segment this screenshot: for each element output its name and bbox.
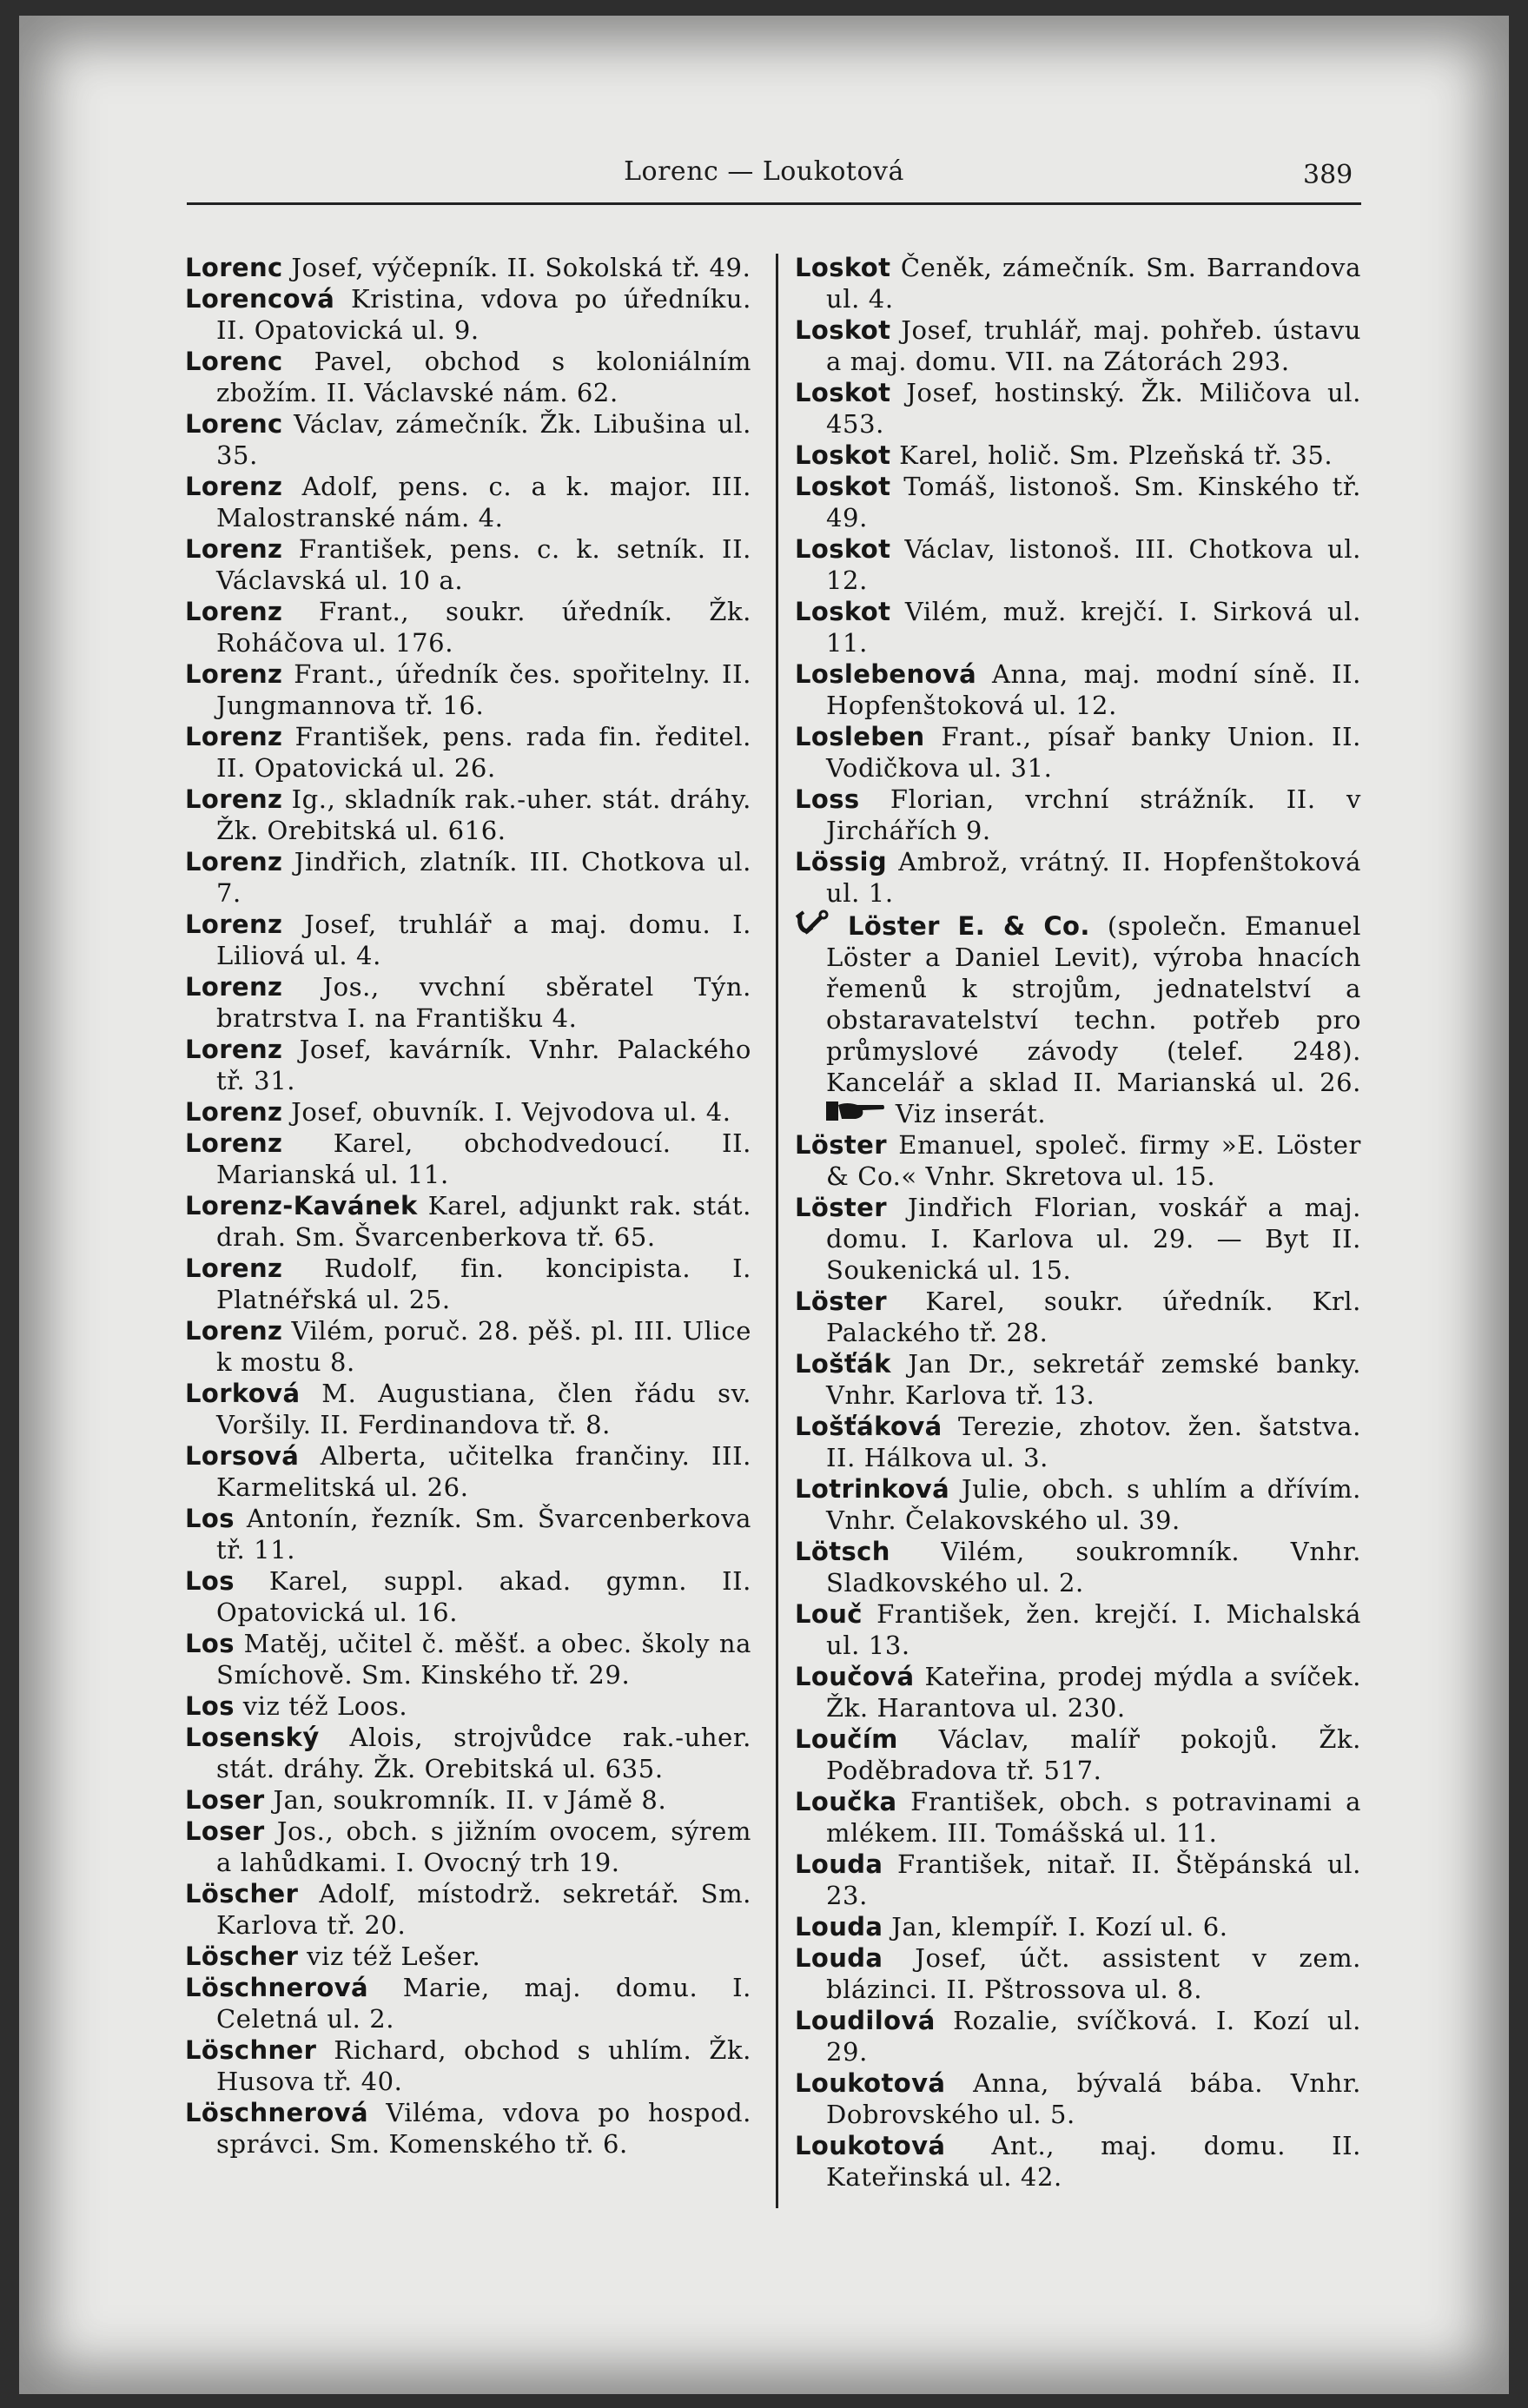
directory-entry bbox=[185, 1128, 751, 1190]
entry-surname: Loser bbox=[185, 1785, 265, 1815]
entry-surname: Louč bbox=[795, 1599, 863, 1629]
entry-details: Jan Dr., sekretář zemské banky. Vnhr. Karlova tř. 13. bbox=[826, 1349, 1361, 1410]
directory-entry bbox=[185, 1878, 751, 1941]
directory-entry bbox=[185, 1190, 751, 1253]
entry-details: viz též Lešer. bbox=[298, 1942, 481, 1971]
entry-surname: Loskot bbox=[795, 315, 891, 345]
entry-surname: Loučím bbox=[795, 1724, 898, 1754]
entry-details: Frant., písař banky Union. II. Vodičkova ul. 31. bbox=[826, 722, 1361, 783]
entry-surname: Löscher bbox=[185, 1879, 299, 1909]
directory-entry bbox=[185, 1378, 751, 1440]
directory-entry bbox=[185, 533, 751, 596]
directory-entry bbox=[185, 1816, 751, 1878]
entry-surname: Loskot bbox=[795, 378, 891, 407]
directory-entry bbox=[185, 1253, 751, 1315]
directory-entry bbox=[795, 2005, 1361, 2067]
entry-surname: Löster bbox=[795, 1193, 887, 1222]
entry-details: Marie, maj. domu. I. Celetná ul. 2. bbox=[216, 1973, 751, 2034]
entry-details: Jindřich Florian, voskář a maj. domu. I. Karlova ul. 29. — Byt II. Soukenická ul. 15. bbox=[826, 1193, 1361, 1285]
directory-entry bbox=[185, 971, 751, 1034]
entry-surname: Los bbox=[185, 1691, 235, 1721]
entry-surname: Lorenz bbox=[185, 1254, 283, 1283]
directory-entry bbox=[185, 721, 751, 784]
entry-surname: Loser bbox=[185, 1816, 265, 1846]
directory-entry bbox=[795, 471, 1361, 533]
directory-entry bbox=[795, 2130, 1361, 2193]
directory-entry bbox=[795, 658, 1361, 721]
directory-entry bbox=[185, 1034, 751, 1096]
entry-surname: Losleben bbox=[795, 722, 925, 751]
entry-surname: Lorenz bbox=[185, 1128, 283, 1158]
entry-details: M. Augustiana, člen řádu sv. Voršily. II. Ferdinandova tř. 8. bbox=[216, 1379, 751, 1439]
directory-entry bbox=[795, 440, 1361, 471]
entry-surname: Lorková bbox=[185, 1379, 301, 1408]
entry-surname: Louda bbox=[795, 1943, 883, 1973]
directory-entry bbox=[795, 1536, 1361, 1598]
directory-entry bbox=[795, 1942, 1361, 2005]
directory-entry bbox=[185, 1972, 751, 2034]
entry-details: Julie, obch. s uhlím a dřívím. Vnhr. Čelakovského ul. 39. bbox=[826, 1474, 1361, 1535]
directory-entry bbox=[185, 1941, 751, 1972]
directory-entry bbox=[795, 1849, 1361, 1911]
directory-entry bbox=[795, 1911, 1361, 1942]
entry-surname: Loskot bbox=[795, 472, 891, 501]
entry-surname: Lorenc bbox=[185, 253, 283, 282]
directory-entry bbox=[185, 1784, 751, 1816]
entry-details: Václav, zámečník. Žk. Libušina ul. 35. bbox=[216, 409, 751, 470]
entry-details: Ant., maj. domu. II. Kateřinská ul. 42. bbox=[826, 2131, 1361, 2192]
directory-entry bbox=[185, 1690, 751, 1722]
directory-entry bbox=[185, 1315, 751, 1378]
entry-surname: Löster bbox=[795, 1130, 887, 1160]
directory-entry bbox=[795, 252, 1361, 314]
directory-entry bbox=[185, 658, 751, 721]
entry-surname: Lorenc bbox=[185, 409, 283, 439]
column-divider bbox=[776, 254, 778, 2208]
entry-surname: Loskot bbox=[795, 253, 891, 282]
entry-details: Jan, soukromník. II. v Jámě 8. bbox=[264, 1785, 667, 1815]
entry-details: Ig., skladník rak.-uher. stát. dráhy. Žk. Orebitská ul. 616. bbox=[216, 784, 751, 845]
entry-details: Vilém, poruč. 28. pěš. pl. III. Ulice k mostu 8. bbox=[216, 1316, 751, 1377]
entry-details: Václav, listonoš. III. Chotkova ul. 12. bbox=[826, 534, 1361, 595]
anchor-icon bbox=[795, 911, 848, 941]
entry-details: Jindřich, zlatník. III. Chotkova ul. 7. bbox=[216, 847, 751, 908]
entry-surname: Lorenz bbox=[185, 1035, 283, 1064]
entry-details: Alberta, učitelka frančiny. III. Karmelitská ul. 26. bbox=[216, 1441, 751, 1502]
directory-entry bbox=[185, 2097, 751, 2160]
entry-details: Čeněk, zámečník. Sm. Barrandova ul. 4. bbox=[826, 253, 1361, 314]
directory-entry bbox=[795, 533, 1361, 596]
directory-entry bbox=[795, 377, 1361, 440]
directory-entry bbox=[185, 252, 751, 283]
entry-details: Josef, truhlář, maj. pohřeb. ústavu a maj. domu. VII. na Zátorách 293. bbox=[826, 315, 1361, 376]
entry-details: Ambrož, vrátný. II. Hopfenštoková ul. 1. bbox=[826, 847, 1361, 908]
entry-details: Karel, suppl. akad. gymn. II. Opatovická ul. 16. bbox=[216, 1566, 751, 1627]
entry-surname: Loskot bbox=[795, 534, 891, 564]
entry-details: Josef, výčepník. II. Sokolská tř. 49. bbox=[282, 253, 751, 282]
directory-entry bbox=[185, 1440, 751, 1503]
directory-entry bbox=[185, 1722, 751, 1784]
entry-surname: Lorenz bbox=[185, 1316, 283, 1346]
entry-details: Karel, holič. Sm. Plzeňská tř. 35. bbox=[890, 440, 1333, 470]
entry-surname: Lošťák bbox=[795, 1349, 891, 1379]
entry-surname: Losenský bbox=[185, 1723, 320, 1752]
entry-details: Jos., obch. s jižním ovocem, sýrem a lahůdkami. I. Ovocný trh 19. bbox=[216, 1816, 751, 1877]
entry-details: Anna, maj. modní síně. II. Hopfenštoková ul. 12. bbox=[826, 659, 1361, 720]
entry-surname: Los bbox=[185, 1629, 235, 1658]
entry-details: Rozalie, svíčková. I. Kozí ul. 29. bbox=[826, 2006, 1361, 2067]
left-column bbox=[185, 252, 751, 2160]
entry-details: Karel, soukr. úředník. Krl. Palackého tř. 28. bbox=[826, 1287, 1361, 1347]
entry-details: Richard, obchod s uhlím. Žk. Husova tř. 40. bbox=[216, 2035, 751, 2096]
entry-details: Vilém, soukromník. Vnhr. Sladkovského ul. 2. bbox=[826, 1537, 1361, 1598]
directory-entry bbox=[185, 784, 751, 846]
entry-details: Kristina, vdova po úředníku. II. Opatovická ul. 9. bbox=[216, 284, 751, 345]
entry-surname: Lorenz bbox=[185, 722, 283, 751]
entry-surname: Louda bbox=[795, 1849, 883, 1879]
entry-surname: Loučka bbox=[795, 1787, 897, 1816]
entry-surname: Lössig bbox=[795, 847, 888, 877]
entry-surname: Loskot bbox=[795, 597, 891, 626]
directory-entry bbox=[795, 1598, 1361, 1661]
directory-entry bbox=[795, 1723, 1361, 1786]
entry-details: Alois, strojvůdce rak.-uher. stát. dráhy. Žk. Orebitská ul. 635. bbox=[216, 1723, 751, 1783]
entry-details: Josef, účt. assistent v zem. blázinci. II. Pštrossova ul. 8. bbox=[826, 1943, 1361, 2004]
entry-details: Pavel, obchod s koloniálním zbožím. II. Václavské nám. 62. bbox=[216, 347, 751, 407]
entry-details: Florian, vrchní strážník. II. v Jirchářích 9. bbox=[826, 784, 1361, 845]
directory-entry bbox=[185, 1096, 751, 1128]
directory-entry bbox=[795, 1286, 1361, 1348]
entry-surname: Los bbox=[185, 1504, 235, 1533]
entry-details: Frant., úředník čes. spořitelny. II. Jungmannova tř. 16. bbox=[216, 659, 751, 720]
directory-entry bbox=[795, 846, 1361, 909]
running-title: Lorenc — Loukotová bbox=[624, 156, 904, 187]
entry-surname: Löster E. & Co. bbox=[847, 911, 1090, 941]
entry-details: viz též Loos. bbox=[234, 1691, 408, 1721]
directory-entry bbox=[185, 596, 751, 658]
page-number: 389 bbox=[1303, 160, 1353, 190]
entry-surname: Lorenc bbox=[185, 347, 283, 376]
entry-details: Jan, klempíř. I. Kozí ul. 6. bbox=[883, 1912, 1228, 1942]
entry-surname: Lorencová bbox=[185, 284, 335, 314]
entry-details: (společn. Emanuel Löster a Daniel Levit), výroba hnacích řemenů k strojům, jednatelství a obstaravatelství techn. potřeb pro průmyslové závody (telef. 248). Kancelář a sklad II. Marianská ul. 26. bbox=[826, 911, 1362, 1097]
directory-entry bbox=[795, 784, 1361, 846]
entry-surname: Lotrinková bbox=[795, 1474, 950, 1504]
entry-details: Josef, kavárník. Vnhr. Palackého tř. 31. bbox=[216, 1035, 751, 1095]
entry-surname: Lorenz bbox=[185, 1097, 283, 1127]
entry-surname: Loslebenová bbox=[795, 659, 977, 689]
directory-entry bbox=[795, 596, 1361, 658]
entry-details: Antonín, řezník. Sm. Švarcenberkova tř. 11. bbox=[216, 1504, 751, 1565]
entry-surname: Lorsová bbox=[185, 1441, 300, 1471]
entry-details: Viléma, vdova po hospod. správci. Sm. Komenského tř. 6. bbox=[216, 2098, 751, 2159]
entry-surname: Lorenz bbox=[185, 910, 283, 939]
entry-surname: Lorenz bbox=[185, 972, 283, 1002]
entry-details: Adolf, místodrž. sekretář. Sm. Karlova tř. 20. bbox=[216, 1879, 751, 1940]
directory-entry bbox=[185, 283, 751, 346]
entry-details: Adolf, pens. c. a k. major. III. Malostranské nám. 4. bbox=[216, 472, 751, 533]
directory-entry bbox=[185, 346, 751, 408]
right-column bbox=[795, 252, 1361, 2193]
entry-surname: Lötsch bbox=[795, 1537, 890, 1566]
pointing-hand-icon bbox=[826, 1099, 887, 1128]
entry-surname: Löschner bbox=[185, 2035, 317, 2065]
entry-surname: Löscher bbox=[185, 1942, 299, 1971]
directory-entry bbox=[795, 1661, 1361, 1723]
entry-surname: Louda bbox=[795, 1912, 883, 1942]
entry-details: Vilém, muž. krejčí. I. Sirková ul. 11. bbox=[826, 597, 1361, 658]
entry-details: František, nitař. II. Štěpánská ul. 23. bbox=[826, 1849, 1361, 1910]
directory-entry bbox=[185, 846, 751, 909]
entry-surname: Loudilová bbox=[795, 2006, 936, 2035]
directory-entry bbox=[795, 909, 1361, 1129]
entry-details: Matěj, učitel č. měšť. a obec. školy na Smíchově. Sm. Kinského tř. 29. bbox=[216, 1629, 751, 1690]
entry-surname: Loss bbox=[795, 784, 860, 814]
entry-details: Tomáš, listonoš. Sm. Kinského tř. 49. bbox=[826, 472, 1361, 533]
page-header bbox=[0, 156, 1528, 195]
entry-surname: Lošťáková bbox=[795, 1412, 943, 1441]
entry-surname: Loskot bbox=[795, 440, 891, 470]
directory-entry bbox=[185, 1503, 751, 1565]
entry-surname: Lorenz bbox=[185, 784, 283, 814]
entry-surname: Lorenz bbox=[185, 534, 283, 564]
entry-details: Josef, truhlář a maj. domu. I. Liliová ul. 4. bbox=[216, 910, 751, 970]
entry-surname: Löster bbox=[795, 1287, 887, 1316]
directory-entry bbox=[795, 2067, 1361, 2130]
directory-entry bbox=[795, 721, 1361, 784]
directory-entry bbox=[185, 2034, 751, 2097]
entry-details: Karel, obchodvedoucí. II. Marianská ul. 11. bbox=[216, 1128, 751, 1189]
entry-surname: Löschnerová bbox=[185, 1973, 368, 2002]
entry-details: Emanuel, společ. firmy »E. Löster & Co.« Vnhr. Skretova ul. 15. bbox=[826, 1130, 1361, 1191]
entry-details: Frant., soukr. úředník. Žk. Roháčova ul. 176. bbox=[216, 597, 751, 658]
directory-entry bbox=[795, 314, 1361, 377]
entry-surname: Lorenz bbox=[185, 472, 283, 501]
directory-entry bbox=[795, 1411, 1361, 1473]
entry-details: Karel, adjunkt rak. stát. drah. Sm. Švarcenberkova tř. 65. bbox=[216, 1191, 751, 1252]
entry-details: František, obch. s potravinami a mlékem. III. Tomášská ul. 11. bbox=[826, 1787, 1361, 1848]
entry-details: Anna, bývalá bába. Vnhr. Dobrovského ul. 5. bbox=[826, 2068, 1361, 2129]
directory-entry bbox=[795, 1192, 1361, 1286]
entry-surname: Loučová bbox=[795, 1662, 915, 1691]
entry-surname: Lorenz-Kavánek bbox=[185, 1191, 418, 1221]
header-rule bbox=[187, 202, 1361, 205]
entry-details: Rudolf, fin. koncipista. I. Platnéřská ul. 25. bbox=[216, 1254, 751, 1314]
directory-entry bbox=[795, 1348, 1361, 1411]
entry-surname: Loukotová bbox=[795, 2068, 946, 2098]
directory-entry bbox=[185, 1628, 751, 1690]
entry-surname: Los bbox=[185, 1566, 235, 1596]
directory-entry bbox=[795, 1786, 1361, 1849]
directory-entry bbox=[185, 471, 751, 533]
directory-entry bbox=[185, 408, 751, 471]
entry-details: Jos., vvchní sběratel Týn. bratrstva I. na Františku 4. bbox=[216, 972, 751, 1033]
entry-details: Josef, obuvník. I. Vejvodova ul. 4. bbox=[282, 1097, 731, 1127]
directory-entry bbox=[795, 1473, 1361, 1536]
entry-surname: Lorenz bbox=[185, 847, 283, 877]
entry-details: Kateřina, prodej mýdla a svíček. Žk. Harantova ul. 230. bbox=[826, 1662, 1361, 1723]
directory-entry bbox=[795, 1129, 1361, 1192]
entry-see-also: Viz inserát. bbox=[887, 1099, 1047, 1128]
entry-details: Josef, hostinský. Žk. Miličova ul. 453. bbox=[826, 378, 1361, 439]
entry-details: František, žen. krejčí. I. Michalská ul. 13. bbox=[826, 1599, 1361, 1660]
entry-surname: Loukotová bbox=[795, 2131, 946, 2160]
entry-surname: Löschnerová bbox=[185, 2098, 368, 2127]
entry-surname: Lorenz bbox=[185, 597, 283, 626]
entry-details: Terezie, zhotov. žen. šatstva. II. Hálkova ul. 3. bbox=[826, 1412, 1361, 1472]
entry-details: František, pens. c. k. setník. II. Václavská ul. 10 a. bbox=[216, 534, 751, 595]
entry-details: Václav, malíř pokojů. Žk. Poděbradova tř. 517. bbox=[826, 1724, 1361, 1785]
entry-surname: Lorenz bbox=[185, 659, 283, 689]
directory-entry bbox=[185, 909, 751, 971]
directory-entry bbox=[185, 1565, 751, 1628]
entry-details: František, pens. rada fin. ředitel. II. Opatovická ul. 26. bbox=[216, 722, 751, 783]
